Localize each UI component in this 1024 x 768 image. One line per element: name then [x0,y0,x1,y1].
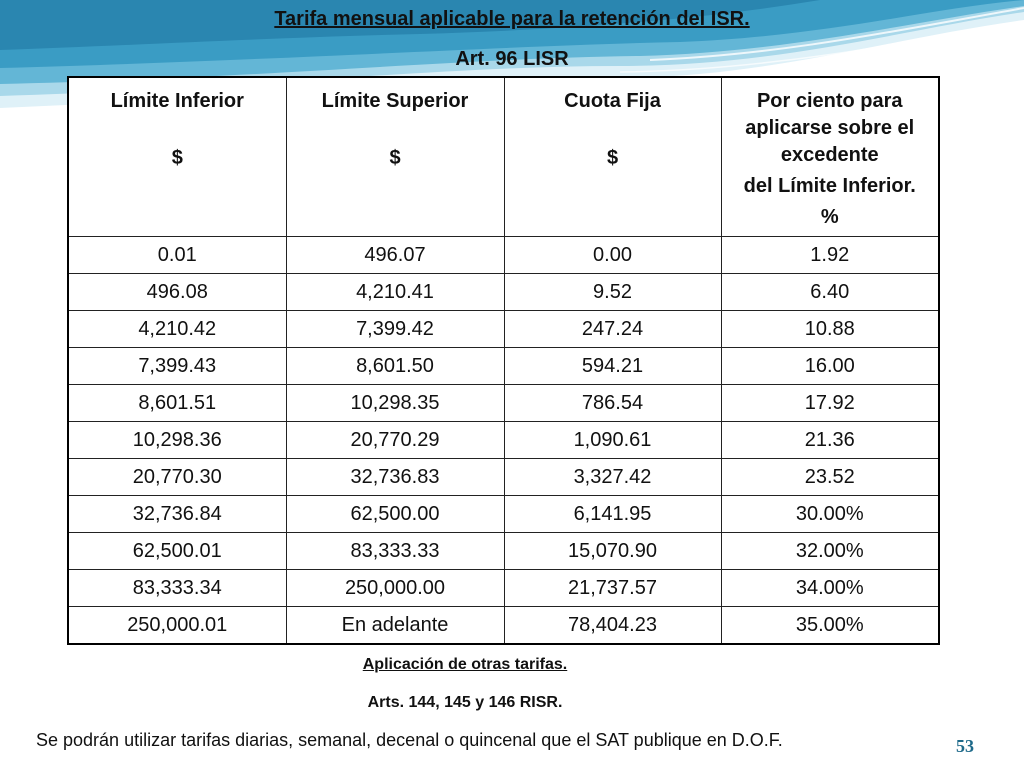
table-row [68,274,939,311]
table-row [68,607,939,645]
header-limite-inferior: Límite Inferior $ [68,77,286,237]
cell-por-ciento: 23.52 [721,459,939,496]
page-number: 53 [956,736,974,756]
table-body [68,237,939,645]
cell-cuota-fija: 15,070.90 [504,533,721,570]
cell-cuota-fija: 0.00 [504,237,721,274]
page-title: Tarifa mensual aplicable para la retención del ISR. [274,8,750,30]
cell-limite-inferior: 62,500.01 [68,533,286,570]
cell-limite-inferior: 32,736.84 [68,496,286,533]
cell-cuota-fija: 78,404.23 [504,607,721,645]
cell-limite-inferior: 10,298.36 [68,422,286,459]
cell-limite-inferior: 250,000.01 [68,607,286,645]
cell-limite-superior: 7,399.42 [286,311,504,348]
page-subtitle: Art. 96 LISR [455,48,569,70]
header-cuota-fija: Cuota Fija $ [504,77,721,237]
cell-limite-superior: 4,210.41 [286,274,504,311]
cell-limite-inferior: 7,399.43 [68,348,286,385]
tax-rate-table [67,76,940,645]
table-row [68,385,939,422]
cell-limite-superior: 496.07 [286,237,504,274]
table-row [68,459,939,496]
cell-limite-inferior: 8,601.51 [68,385,286,422]
cell-cuota-fija: 247.24 [504,311,721,348]
cell-limite-inferior: 20,770.30 [68,459,286,496]
cell-cuota-fija: 786.54 [504,385,721,422]
cell-cuota-fija: 594.21 [504,348,721,385]
note-articulos: Arts. 144, 145 y 146 RISR. [367,694,563,711]
table-row [68,422,939,459]
cell-por-ciento: 10.88 [721,311,939,348]
header-por-ciento: Por ciento para aplicarse sobre el excedente del Límite Inferior. % [721,77,939,237]
table-row [68,496,939,533]
cell-cuota-fija: 3,327.42 [504,459,721,496]
cell-limite-superior: 10,298.35 [286,385,504,422]
cell-por-ciento: 6.40 [721,274,939,311]
table-row [68,348,939,385]
cell-limite-superior: 8,601.50 [286,348,504,385]
table-header-row [68,77,939,237]
cell-por-ciento: 1.92 [721,237,939,274]
cell-limite-superior: En adelante [286,607,504,645]
cell-por-ciento: 32.00% [721,533,939,570]
table-row [68,570,939,607]
cell-limite-superior: 32,736.83 [286,459,504,496]
cell-cuota-fija: 1,090.61 [504,422,721,459]
table-row [68,237,939,274]
cell-limite-inferior: 496.08 [68,274,286,311]
cell-por-ciento: 16.00 [721,348,939,385]
cell-limite-inferior: 83,333.34 [68,570,286,607]
cell-por-ciento: 21.36 [721,422,939,459]
cell-por-ciento: 35.00% [721,607,939,645]
header-limite-superior: Límite Superior $ [286,77,504,237]
cell-limite-inferior: 0.01 [68,237,286,274]
cell-limite-inferior: 4,210.42 [68,311,286,348]
note-tarifas-dof: Se podrán utilizar tarifas diarias, semanal, decenal o quincenal que el SAT publique en D.O.F. [36,730,783,750]
cell-cuota-fija: 9.52 [504,274,721,311]
cell-por-ciento: 17.92 [721,385,939,422]
cell-por-ciento: 30.00% [721,496,939,533]
note-otras-tarifas: Aplicación de otras tarifas. [362,656,568,673]
cell-limite-superior: 250,000.00 [286,570,504,607]
cell-limite-superior: 20,770.29 [286,422,504,459]
cell-limite-superior: 62,500.00 [286,496,504,533]
cell-cuota-fija: 6,141.95 [504,496,721,533]
table-row [68,533,939,570]
cell-limite-superior: 83,333.33 [286,533,504,570]
cell-cuota-fija: 21,737.57 [504,570,721,607]
table-row [68,311,939,348]
cell-por-ciento: 34.00% [721,570,939,607]
